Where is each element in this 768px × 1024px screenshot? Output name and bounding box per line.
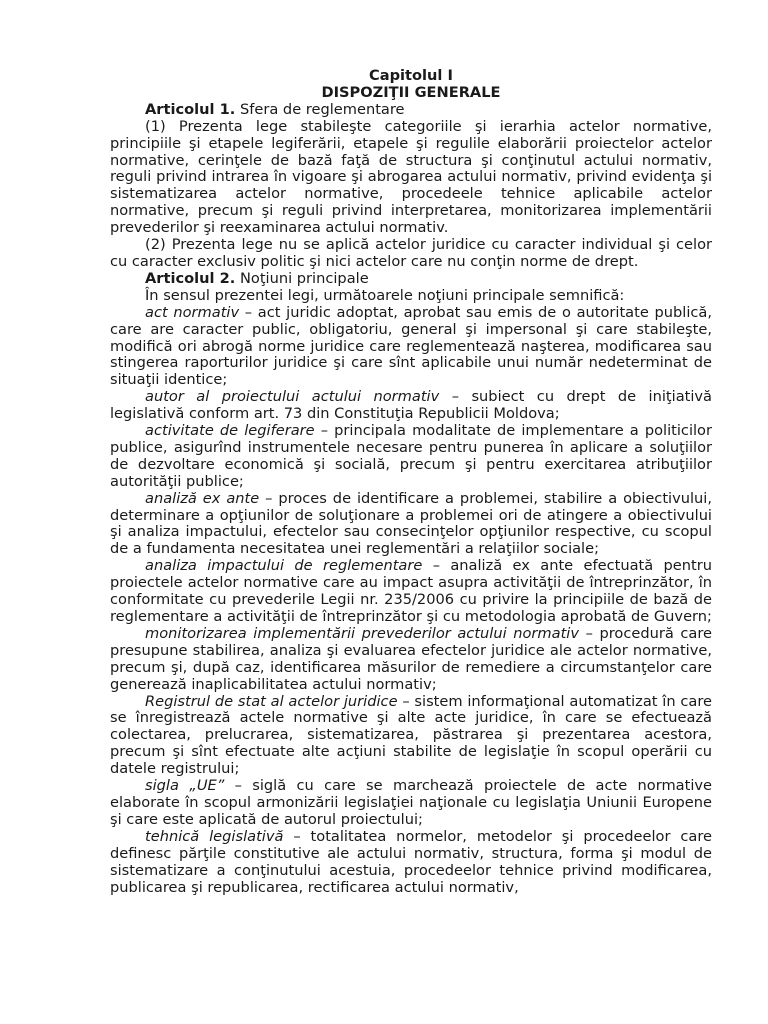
article-1-paragraph-2: (2) Prezenta lege nu se aplică actelor juridice cu caracter individual şi celor cu caracter exclusiv politic şi nici actelor care nu conţin norme de drept.	[110, 236, 712, 270]
definition-text: – subiect cu drept de iniţiativă legislativă conform art. 73 din Constituţia Republicii Moldova;	[110, 388, 712, 423]
article-2-title: Noţiuni principale	[235, 269, 369, 287]
article-2-heading	[110, 271, 712, 288]
definition-term: autor al proiectului actului normativ	[145, 388, 440, 406]
chapter-title: Capitolul I	[369, 67, 453, 84]
definition-text: – totalitatea normelor, metodelor şi procedeelor care definesc părţile constitutive ale actului normativ, structura, forma şi modul de sistematizare a conţinutului acestuia, procedeelor tehnice privind modificarea, publicarea şi republicarea, rectificarea actului normativ,	[110, 827, 712, 896]
article-1-number: Articolul 1.	[145, 100, 236, 118]
definition-term: activitate de legiferare	[145, 422, 315, 440]
definition-text: – principala modalitate de implementare a politicilor publice, asigurînd instrumentele necesare pentru punerea în aplicare a soluţiilor de dezvoltare economică şi socială, precum şi pentru exercitarea atribuţiilor autorităţii publice;	[110, 422, 712, 490]
definition	[110, 389, 712, 423]
definition-term: analiză ex ante	[145, 489, 260, 507]
definition-term: monitorizarea implementării prevederilor actului normativ	[145, 624, 579, 642]
document-page	[110, 68, 712, 896]
definition-text: – procedură care presupune stabilirea, analiza şi evaluarea efectelor juridice ale actelor normative, precum şi, după caz, identificarea măsurilor de remediere a circumstanţelor care generează inaplicabilitatea actului normativ;	[110, 624, 712, 693]
definition	[110, 778, 712, 829]
definition-text: – proces de identificare a problemei, stabilire a obiectivului, determinare a opţiunilor de soluţionare a problemei ori de atingere a obiectivului şi analiza impactului, efectelor sau consecinţelor opţiunilor respective, cu scopul de a fundamenta necesitatea unei reglementări a relaţiilor sociale;	[110, 489, 712, 558]
definition	[110, 305, 712, 390]
article-1-heading	[110, 102, 712, 119]
definition	[110, 491, 712, 559]
definition	[110, 829, 712, 897]
definition-text: – sistem informaţional automatizat în care se înregistrează actele normative şi alte acte juridice, în care se efectuează colectarea, prelucrarea, sistematizarea, păstrarea şi prezentarea acestora, precum şi sînt efectuate alte acţiuni stabilite de legislaţie în scopul operării cu datele registrului;	[110, 692, 712, 778]
article-2-number: Articolul 2.	[145, 269, 236, 287]
definition-text: – siglă cu care se marchează proiectele de acte normative elaborate în scopul armonizării legislaţiei naţionale cu legislaţia Uniunii Europene şi care este aplicată de autorul proiectului;	[110, 777, 712, 828]
definition	[110, 558, 712, 626]
definition-term: tehnică legislativă	[145, 827, 284, 845]
definition-term: sigla „UE”	[145, 777, 225, 795]
definition	[110, 694, 712, 779]
definition-text: – act juridic adoptat, aprobat sau emis de o autoritate publică, care are caracter public, obligatoriu, general şi impersonal şi care stabileşte, modifică ori abrogă norme juridice care reglementează naşterea, modificarea sau stingerea raporturilor juridice şi care sînt aplicabile unui număr nedeterminat de situaţii identice;	[110, 303, 712, 389]
definition	[110, 423, 712, 491]
definition	[110, 626, 712, 694]
article-1-paragraph-1: (1) Prezenta lege stabileşte categoriile şi ierarhia actelor normative, principiile şi etapele legiferării, etapele şi regulile elaborării proiectelor actelor normative, cerinţele de bază faţă de structura şi conţinutul actului normativ, reguli privind intrarea în vigoare şi abrogarea actului normativ, privind evidenţa şi sistematizarea actelor normative, procedeele tehnice aplicabile actelor normative, precum şi reguli privind interpretarea, monitorizarea implementării prevederilor şi reexaminarea actului normativ.	[110, 117, 712, 237]
definition-term: analiza impactului de reglementare	[145, 557, 423, 575]
definition-term: Registrul de stat al actelor juridice	[145, 692, 398, 710]
definition-term: act normativ	[145, 303, 240, 321]
article-2-intro: În sensul prezentei legi, următoarele noţiuni principale semnifică:	[145, 286, 625, 304]
article-1-title: Sfera de reglementare	[235, 100, 405, 118]
definition-text: – analiză ex ante efectuată pentru proiectele actelor normative care au impact asupra activităţii de întreprinzător, în conformitate cu prevederile Legii nr. 235/2006 cu privire la principiile de bază de reglementare a activităţii de întreprinzător şi cu metodologia aprobată de Guvern;	[110, 557, 713, 625]
chapter-subtitle: DISPOZIŢII GENERALE	[321, 83, 501, 101]
